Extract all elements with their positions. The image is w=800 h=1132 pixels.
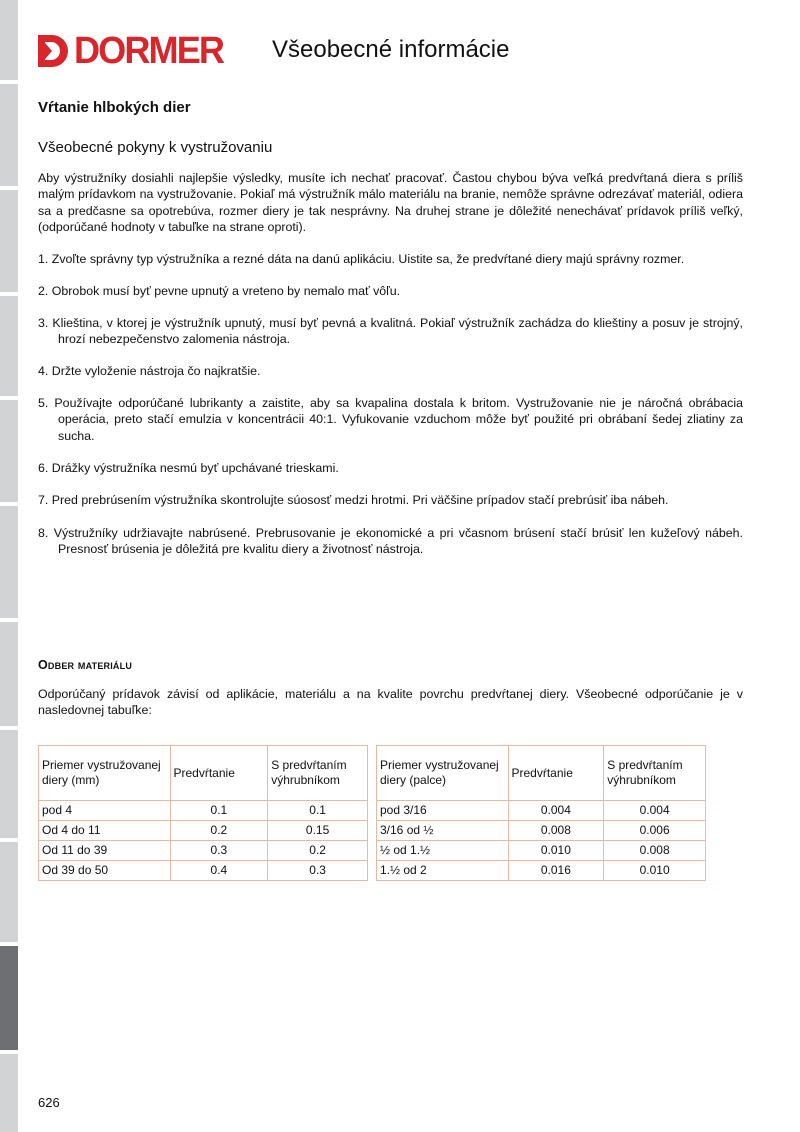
table-row xyxy=(39,861,368,881)
table-cell: 0.004 xyxy=(604,801,706,821)
table-row xyxy=(377,841,706,861)
table-cell: 0.016 xyxy=(508,861,604,881)
table-row xyxy=(39,801,368,821)
table-cell: 0.1 xyxy=(268,801,368,821)
intro-paragraph: Aby výstružníky dosiahli najlepšie výsledky, musíte ich nechať pracovať. Častou chybou býva veľká predvŕtaná diera s príliš malým prídavkom na vystružovanie. Pokiaľ má výstružník málo materiálu na branie, nemôže správne odrezávať materiál, odiera sa a predčasne sa opotrebúva, rozmer diery je tak nesprávny. Na druhej strane je dôležité nenechávať prídavok príliš veľký, (odporúčané hodnoty v tabuľke na strane oproti). xyxy=(38,171,743,234)
section-title: Vŕtanie hlbokých dier xyxy=(38,99,191,116)
side-tab-strip xyxy=(0,0,18,1132)
table-cell: 0.2 xyxy=(170,821,268,841)
removal-title: Odber materiálu xyxy=(38,658,133,672)
reaming-allowance-table-mm xyxy=(38,745,368,881)
column-header: S predvŕtaním výhrubníkom xyxy=(604,746,706,801)
side-tab xyxy=(0,730,18,838)
side-tab xyxy=(0,400,18,502)
reaming-allowance-table-inch xyxy=(376,745,706,881)
column-header: Priemer vystružovanej diery (mm) xyxy=(39,746,171,801)
logo-wordmark: DORMER xyxy=(74,30,224,72)
table-cell: Od 4 do 11 xyxy=(39,821,171,841)
table-row xyxy=(377,801,706,821)
side-tab xyxy=(0,506,18,618)
table-row xyxy=(377,821,706,841)
list-item: 4. Držte vyloženie nástroja čo najkratšie. xyxy=(38,364,261,378)
list-item: 8. Výstružníky udržiavajte nabrúsené. Prebrusovanie je ekonomické a pri včasnom brúsení stačí brúsiť len kužeľový nábeh. Presnosť brúsenia je dôležitá pre kvalitu diery a životnosť nástroja. xyxy=(38,526,743,557)
table-cell: Od 39 do 50 xyxy=(39,861,171,881)
side-tab xyxy=(0,622,18,726)
side-tab-active xyxy=(0,946,18,1050)
table-cell: pod 3/16 xyxy=(377,801,509,821)
column-header: Predvŕtanie xyxy=(170,746,268,801)
table-row xyxy=(377,861,706,881)
list-item: 6. Drážky výstružníka nesmú byť upchávané trieskami. xyxy=(38,461,339,475)
side-tab xyxy=(0,296,18,396)
table-cell: 0.010 xyxy=(604,861,706,881)
table-cell: 0.3 xyxy=(170,841,268,861)
column-header: Predvŕtanie xyxy=(508,746,604,801)
side-tab xyxy=(0,1054,18,1132)
list-item: 7. Pred prebrúsením výstružníka skontrolujte súososť medzi hrotmi. Pri väčšine prípadov stačí prebrúsiť iba nábeh. xyxy=(38,493,669,507)
table-row xyxy=(39,821,368,841)
table-cell: 0.008 xyxy=(508,821,604,841)
list-item: 3. Klieština, v ktorej je výstružník upnutý, musí byť pevná a kvalitná. Pokiaľ výstružník zachádza do klieštiny a posuv je strojný, hrozí nebezpečenstvo zalomenia nástroja. xyxy=(38,316,743,347)
list-item: 5. Používajte odporúčané lubrikanty a zaistite, aby sa kvapalina dostala k britom. Vystružovanie nie je náročná obrábacia operácia, preto stačí emulzia v koncentrácii 40:1. Vyfukovanie vzduchom môže byť použité pri obrábaní šedej zliatiny za sucha. xyxy=(38,396,743,443)
table-header-row xyxy=(377,746,706,801)
table-cell: pod 4 xyxy=(39,801,171,821)
list-item: 1. Zvoľte správny typ výstružníka a rezné dáta na danú aplikáciu. Uistite sa, že predvŕtané diery majú správny rozmer. xyxy=(38,252,685,266)
table-cell: 0.010 xyxy=(508,841,604,861)
page-title: Všeobecné informácie xyxy=(272,36,510,63)
table-cell: 0.008 xyxy=(604,841,706,861)
side-tab xyxy=(0,190,18,292)
table-cell: ½ od 1.½ xyxy=(377,841,509,861)
list-item: 2. Obrobok musí byť pevne upnutý a vreteno by nemalo mať vôľu. xyxy=(38,284,401,298)
table-cell: 0.3 xyxy=(268,861,368,881)
table-cell: 0.1 xyxy=(170,801,268,821)
table-cell: 0.2 xyxy=(268,841,368,861)
table-cell: 3/16 od ½ xyxy=(377,821,509,841)
table-cell: 0.4 xyxy=(170,861,268,881)
page-number: 626 xyxy=(38,1095,60,1110)
side-tab xyxy=(0,84,18,186)
removal-paragraph: Odporúčaný prídavok závisí od aplikácie, materiálu a na kvalite povrchu predvŕtanej diery. Všeobecné odporúčanie je v nasledovnej tabuľke: xyxy=(38,687,743,718)
column-header: Priemer vystružovanej diery (palce) xyxy=(377,746,509,801)
column-header: S predvŕtaním výhrubníkom xyxy=(268,746,368,801)
table-cell: 0.15 xyxy=(268,821,368,841)
side-tab xyxy=(0,0,18,80)
subsection-title: Všeobecné pokyny k vystružovaniu xyxy=(38,139,273,156)
table-header-row xyxy=(39,746,368,801)
dormer-d-logo-icon xyxy=(38,35,70,67)
table-cell: Od 11 do 39 xyxy=(39,841,171,861)
table-cell: 1.½ od 2 xyxy=(377,861,509,881)
dormer-logo xyxy=(38,30,230,72)
table-cell: 0.006 xyxy=(604,821,706,841)
table-cell: 0.004 xyxy=(508,801,604,821)
side-tab xyxy=(0,842,18,942)
table-row xyxy=(39,841,368,861)
